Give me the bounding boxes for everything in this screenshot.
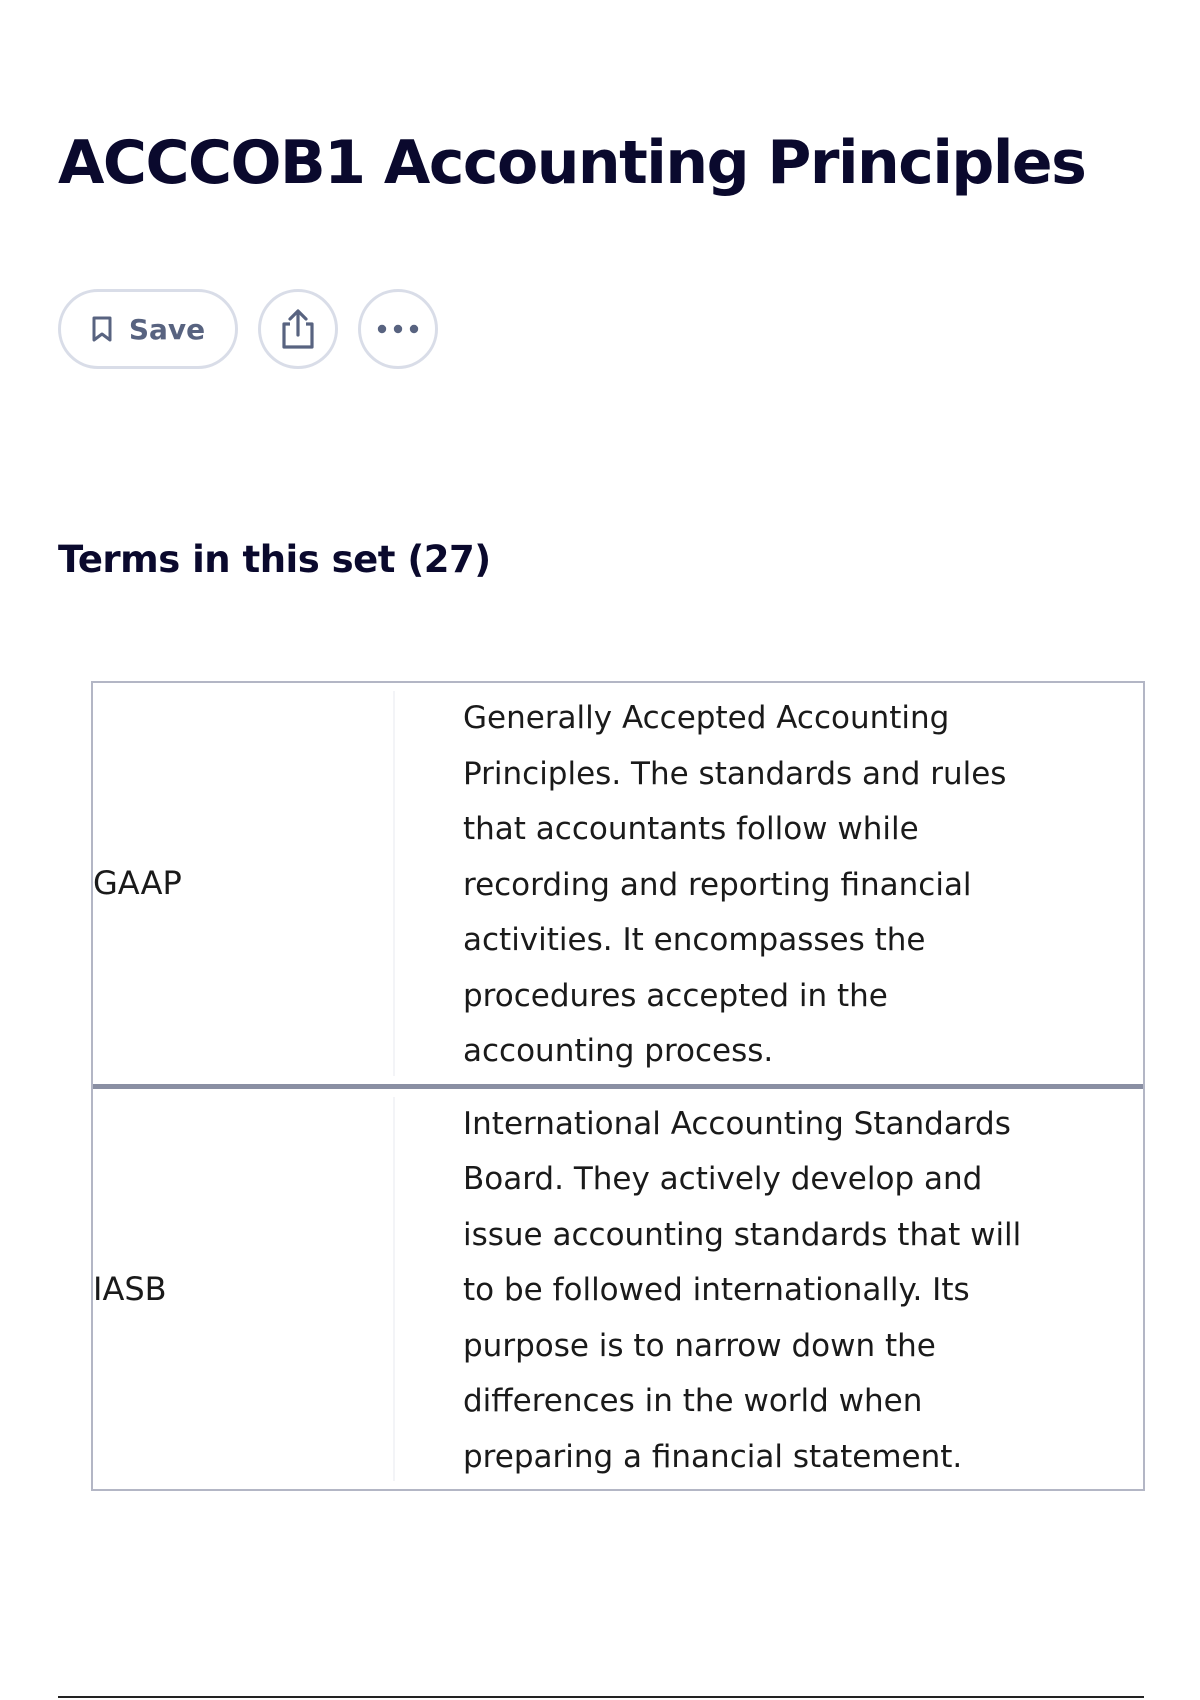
- more-options-button[interactable]: [358, 289, 438, 369]
- share-button[interactable]: [258, 289, 338, 369]
- divider: [58, 1696, 1144, 1698]
- terms-section-title: Terms in this set (27): [58, 538, 491, 581]
- term-word: GAAP: [93, 691, 395, 1076]
- terms-table: [91, 681, 1145, 1491]
- term-word: IASB: [93, 1097, 395, 1482]
- term-row: [93, 683, 1143, 1084]
- share-icon: [279, 308, 317, 350]
- action-bar: [58, 289, 438, 369]
- term-definition: Generally Accepted Accounting Principles. The standards and rules that accountants follow while recording and reporting financial activities. It encompasses the procedures accepted in the accounting process.: [463, 700, 1007, 1069]
- save-button[interactable]: [58, 289, 238, 369]
- more-icon: [376, 324, 420, 334]
- term-row: [93, 1084, 1143, 1490]
- bookmark-icon: [91, 315, 113, 343]
- term-definition: International Accounting Standards Board. They actively develop and issue accounting standards that will to be followed internationally. Its purpose is to narrow down the differences in the world when preparing a financial statement.: [463, 1105, 1022, 1475]
- page-title: ACCCOB1 Accounting Principles: [58, 128, 1086, 198]
- save-button-label: Save: [128, 312, 206, 346]
